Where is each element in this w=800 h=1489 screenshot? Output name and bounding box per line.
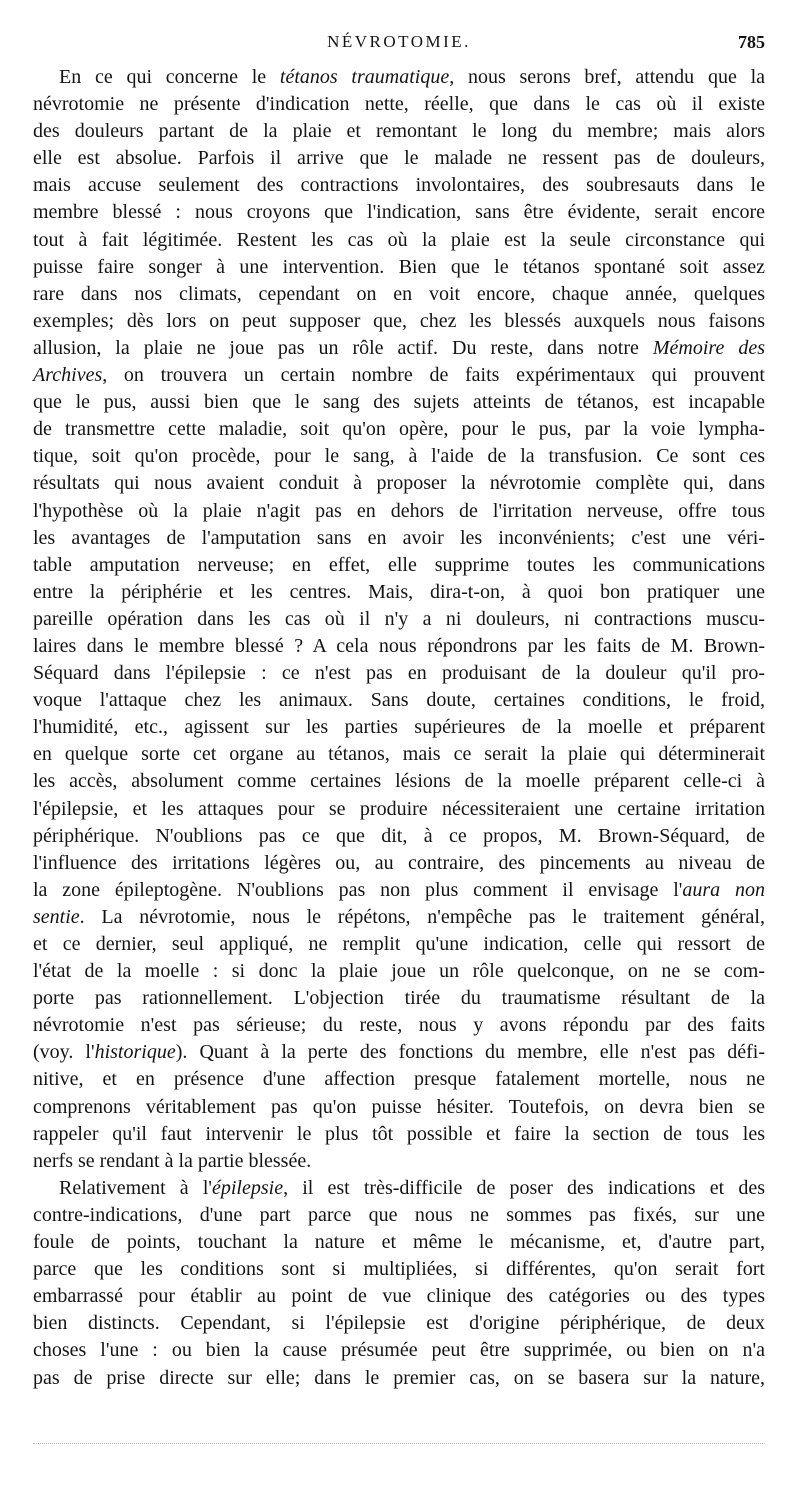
text-segment: allusion, la plaie ne joue pas un rôle actif. Du reste, dans notre xyxy=(33,336,653,359)
text-segment: névrotomie n'est pas sérieuse; du reste, nous y avons répondu par des faits xyxy=(33,1014,765,1037)
text-segment: porte pas rationnellement. L'objection tirée du traumatisme résultant de la xyxy=(33,987,765,1010)
text-segment: pas de prise directe sur elle; dans le premier cas, on se basera sur la nature, xyxy=(33,1366,765,1389)
italic-text: sentie xyxy=(33,905,80,928)
text-segment: contre-indications, d'une part parce que nous ne sommes pas fixés, sur une xyxy=(33,1203,765,1226)
text-segment: , nous serons bref, attendu que la xyxy=(449,66,766,88)
text-line xyxy=(33,145,765,172)
text-line xyxy=(33,254,765,281)
text-segment: (voy. l' xyxy=(33,1041,95,1064)
text-line xyxy=(33,958,765,985)
text-line xyxy=(33,1094,765,1121)
text-segment: l'état de la moelle : si donc la plaie joue un rôle quelconque, on ne se com- xyxy=(33,960,765,983)
text-segment: foule de points, touchant la nature et même le mécanisme, et, d'autre part, xyxy=(33,1231,765,1254)
text-line xyxy=(33,1202,765,1229)
running-header xyxy=(33,32,765,56)
text-line xyxy=(33,172,765,199)
text-line xyxy=(33,931,765,958)
text-segment: puisse faire songer à une intervention. Bien que le tétanos spontané soit assez xyxy=(33,255,765,278)
text-line xyxy=(33,850,765,877)
text-segment: en quelque sorte cet organe au tétanos, mais ce serait la plaie qui déterminerait xyxy=(33,743,765,766)
text-segment: tout à fait légitimée. Restent les cas où la plaie est la seule circonstance qui xyxy=(33,228,765,251)
book-page xyxy=(33,0,765,1489)
text-segment: des douleurs partant de la plaie et remontant le long du membre; mais alors xyxy=(33,120,765,143)
text-segment: tique, soit qu'on procède, pour le sang, à l'aide de la transfusion. Ce sont ces xyxy=(33,445,765,468)
italic-text: aura non xyxy=(682,878,765,901)
text-line xyxy=(33,1066,765,1093)
text-line xyxy=(33,1310,765,1337)
text-line xyxy=(33,768,765,795)
text-segment: . La névrotomie, nous le répétons, n'empêche pas le traitement général, xyxy=(79,905,765,928)
text-segment: entre la périphérie et les centres. Mais, dira-t-on, à quoi bon pratiquer une xyxy=(33,580,765,603)
text-segment: embarrassé pour établir au point de vue clinique des catégories ou des types xyxy=(33,1285,765,1308)
text-segment: exemples; dès lors on peut supposer que, chez les blessés auxquels nous faisons xyxy=(33,309,765,332)
text-segment: En ce qui concerne le xyxy=(59,66,280,88)
text-line xyxy=(33,470,765,497)
text-segment: comprenons véritablement pas qu'on puisse hésiter. Toutefois, on devra bien se xyxy=(33,1095,765,1118)
text-segment: Relativement à l' xyxy=(59,1176,212,1199)
italic-text: tétanos traumatique xyxy=(279,66,450,88)
running-title: NÉVROTOMIE. xyxy=(327,32,471,51)
text-segment: périphérique. N'oublions pas ce que dit, à ce propos, M. Brown-Séquard, de xyxy=(33,824,765,847)
text-line xyxy=(33,1337,765,1364)
text-line xyxy=(33,389,765,416)
body-text xyxy=(33,64,765,1392)
text-segment: membre blessé : nous croyons que l'indication, sans être évidente, serait encore xyxy=(33,201,765,224)
text-segment: l'épilepsie, et les attaques pour se produire nécessiteraient une certaine irritation xyxy=(33,797,765,820)
text-segment: pareille opération dans les cas où il n'y a ni douleurs, ni contractions muscu- xyxy=(33,607,765,630)
text-segment: les accès, absolument comme certaines lésions de la moelle préparent celle-ci à xyxy=(33,770,765,793)
text-line xyxy=(33,985,765,1012)
text-line xyxy=(33,552,765,579)
text-line xyxy=(33,741,765,768)
text-segment: résultats qui nous avaient conduit à proposer la névrotomie complète qui, dans xyxy=(33,472,765,495)
text-line xyxy=(33,308,765,335)
text-line xyxy=(33,660,765,687)
text-segment: choses l'une : ou bien la cause présumée peut être supprimée, ou bien on n'a xyxy=(33,1339,765,1362)
italic-text: historique xyxy=(94,1041,176,1064)
text-segment: table amputation nerveuse; en effet, elle supprime toutes les communications xyxy=(33,553,765,576)
text-segment: parce que les conditions sont si multipliées, si différentes, qu'on serait fort xyxy=(33,1258,765,1281)
italic-text: Archives xyxy=(33,364,103,387)
text-segment: rappeler qu'il faut intervenir le plus tôt possible et faire la section de tous les xyxy=(33,1122,765,1145)
text-line xyxy=(33,823,765,850)
text-segment: l'hypothèse où la plaie n'agit pas en dehors de l'irritation nerveuse, offre tous xyxy=(33,499,765,522)
text-line xyxy=(33,904,765,931)
text-line xyxy=(33,633,765,660)
text-segment: l'humidité, etc., agissent sur les parties supérieures de la moelle et préparent xyxy=(33,716,765,739)
text-line xyxy=(33,1121,765,1148)
text-line xyxy=(33,606,765,633)
page-number: 785 xyxy=(738,32,765,52)
text-line xyxy=(33,498,765,525)
text-line xyxy=(33,227,765,254)
text-segment: laires dans le membre blessé ? A cela nous répondrons par les faits de M. Brown- xyxy=(33,634,765,657)
italic-text: épilepsie xyxy=(211,1176,284,1199)
text-segment: mais accuse seulement des contractions involontaires, des soubresauts dans le xyxy=(33,174,765,197)
text-segment: Séquard dans l'épilepsie : ce n'est pas en produisant de la douleur qu'il pro- xyxy=(33,662,765,685)
text-line xyxy=(33,443,765,470)
text-line xyxy=(33,199,765,226)
text-line xyxy=(33,335,765,362)
text-line xyxy=(33,877,765,904)
text-line xyxy=(33,1039,765,1066)
text-segment: nitive, et en présence d'une affection presque fatalement mortelle, nous ne xyxy=(33,1068,765,1091)
text-segment: bien distincts. Cependant, si l'épilepsie est d'origine périphérique, de deux xyxy=(33,1312,765,1335)
text-segment: ). Quant à la perte des fonctions du membre, elle n'est pas défi- xyxy=(175,1041,765,1064)
italic-text: Mémoire des xyxy=(652,336,765,359)
scan-bleed-through xyxy=(33,1443,765,1447)
text-line xyxy=(33,416,765,443)
text-line xyxy=(33,796,765,823)
text-segment: voque l'attaque chez les animaux. Sans doute, certaines conditions, le froid, xyxy=(33,689,765,712)
text-line xyxy=(33,362,765,389)
text-line xyxy=(33,281,765,308)
text-segment: l'influence des irritations légères ou, au contraire, des pincements au niveau de xyxy=(33,851,765,874)
text-segment: , il est très-difficile de poser des indications et des xyxy=(283,1176,765,1199)
text-line xyxy=(33,1175,765,1202)
text-line xyxy=(33,1256,765,1283)
text-segment: rare dans nos climats, cependant on en voit encore, chaque année, quelques xyxy=(33,282,765,305)
text-segment: névrotomie ne présente d'indication nette, réelle, que dans le cas où il existe xyxy=(33,93,765,116)
text-segment: que le pus, aussi bien que le sang des sujets atteints de tétanos, est incapable xyxy=(33,391,765,414)
text-line xyxy=(33,91,765,118)
text-line xyxy=(33,687,765,714)
text-line xyxy=(33,64,765,91)
text-segment: les avantages de l'amputation sans en avoir les inconvénients; c'est une véri- xyxy=(33,526,765,549)
text-line xyxy=(33,1365,765,1392)
text-line xyxy=(33,118,765,145)
text-line xyxy=(33,525,765,552)
text-segment: , on trouvera un certain nombre de faits expérimentaux qui prouvent xyxy=(102,364,765,387)
text-line xyxy=(33,1148,765,1175)
text-segment: et ce dernier, seul appliqué, ne remplit qu'une indication, celle qui ressort de xyxy=(33,933,765,955)
text-line xyxy=(33,579,765,606)
text-segment: de transmettre cette maladie, soit qu'on opère, pour le pus, par la voie lympha- xyxy=(33,418,765,441)
text-segment: elle est absolue. Parfois il arrive que le malade ne ressent pas de douleurs, xyxy=(33,147,765,170)
text-line xyxy=(33,1012,765,1039)
text-segment: la zone épileptogène. N'oublions pas non plus comment il envisage l' xyxy=(33,878,683,901)
text-line xyxy=(33,714,765,741)
text-line xyxy=(33,1283,765,1310)
text-segment: nerfs se rendant à la partie blessée. xyxy=(33,1149,312,1172)
text-line xyxy=(33,1229,765,1256)
